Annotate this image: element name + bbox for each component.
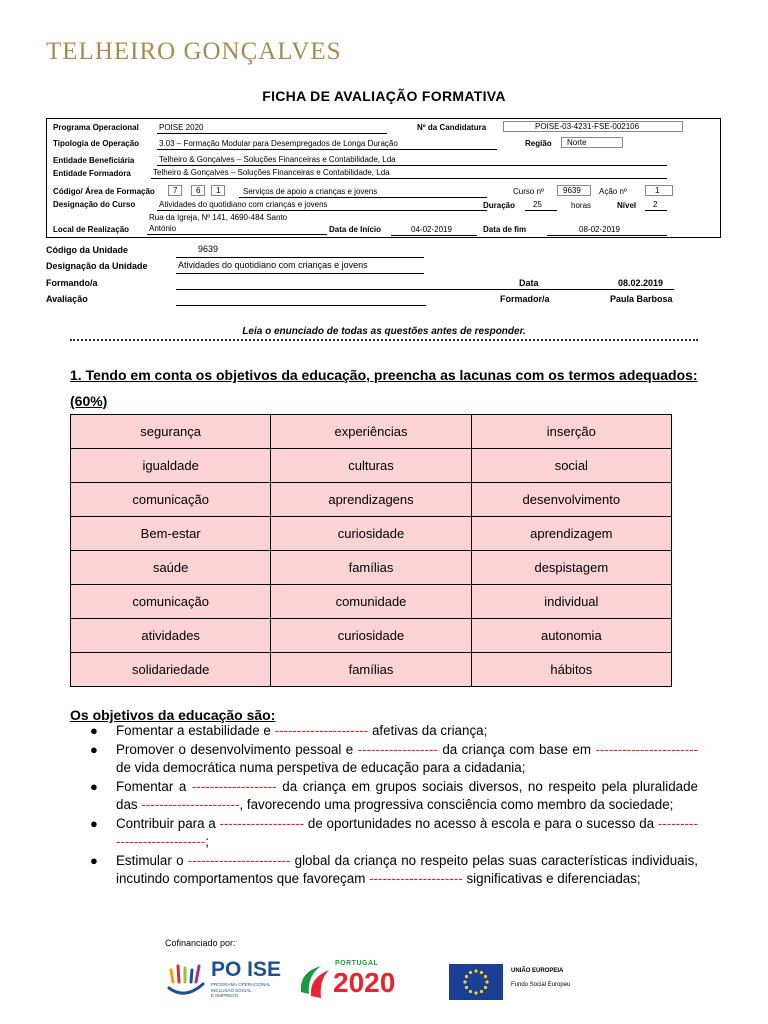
term-cell: social — [471, 449, 671, 483]
avaliacao-label: Avaliação — [46, 294, 88, 304]
beneficiaria-label: Entidade Beneficiária — [53, 156, 135, 165]
poise-sub-2: INCLUSÃO SOCIAL — [211, 987, 252, 993]
objective-text: ; — [205, 834, 209, 849]
objective-text: Contribuir para a — [116, 816, 220, 831]
term-cell: famílias — [271, 653, 471, 687]
objective-text: da criança com base em — [437, 742, 596, 757]
terms-row — [71, 415, 672, 449]
horas-label: horas — [571, 201, 592, 210]
terms-row — [71, 551, 672, 585]
term-cell: curiosidade — [271, 517, 471, 551]
candidatura-value: POISE-03-4231-FSE-002106 — [535, 122, 640, 131]
terms-row — [71, 585, 672, 619]
term-cell: igualdade — [71, 449, 271, 483]
poise-sub-1: PROGRAMA OPERACIONAL — [211, 982, 271, 987]
term-cell: individual — [471, 585, 671, 619]
objective-text: de vida democrática numa perspetiva de educação para a cidadania; — [116, 760, 526, 775]
bullet-icon: ● — [90, 853, 98, 868]
objective-item — [70, 852, 698, 888]
acao-value: 1 — [655, 186, 660, 195]
tipologia-value: 3.03 – Formação Modular para Desempregados de Longa Duração — [159, 139, 398, 148]
eu-flag-icon — [449, 964, 503, 1000]
eu-star — [463, 980, 466, 983]
eu-label: UNIÃO EUROPEIA — [511, 968, 564, 974]
term-cell: aprendizagens — [271, 483, 471, 517]
terms-row — [71, 449, 672, 483]
beneficiaria-value: Telheiro & Gonçalves – Soluções Financeiras e Contabilidade, Lda — [159, 155, 396, 164]
objective-text: de oportunidades no acesso à escola e para o sucesso da — [304, 816, 658, 831]
nivel-label: Nível — [617, 201, 637, 210]
term-cell: desenvolvimento — [471, 483, 671, 517]
poise-logo — [165, 958, 295, 1004]
answer-blank[interactable]: ------------------- — [219, 816, 305, 831]
portugal-year: 2020 — [333, 967, 396, 998]
designacao-curso-label: Designação do Curso — [53, 200, 136, 209]
term-cell: solidariedade — [71, 653, 271, 687]
eu-star — [485, 980, 488, 983]
local-label: Local de Realização — [53, 225, 130, 234]
objective-item — [70, 722, 698, 740]
bullet-icon: ● — [90, 742, 98, 757]
codigo-digit-2: 6 — [196, 186, 201, 195]
curso-value: 9639 — [563, 186, 581, 195]
formador-value: Paula Barbosa — [610, 294, 673, 304]
data-fim-value: 08-02-2019 — [579, 225, 620, 234]
objective-item — [70, 778, 698, 814]
portugal-label: PORTUGAL — [335, 960, 379, 967]
curso-label: Curso nº — [513, 187, 544, 196]
data-inicio-label: Data de Início — [329, 225, 382, 234]
term-cell: hábitos — [471, 653, 671, 687]
objectives-list — [70, 722, 698, 889]
programa-value: POISE 2020 — [159, 123, 204, 132]
regiao-label: Região — [525, 139, 552, 148]
term-cell: culturas — [271, 449, 471, 483]
objectives-title: Os objetivos da educação são: — [70, 707, 276, 723]
eu-star — [474, 969, 477, 972]
regiao-value: Norte — [567, 138, 587, 147]
eu-star — [480, 990, 483, 993]
term-cell: aprendizagem — [471, 517, 671, 551]
formador-label: Formador/a — [500, 294, 550, 304]
term-cell: atividades — [71, 619, 271, 653]
codigo-area-label: Código/ Área de Formação — [53, 187, 155, 196]
cofinanciado-label: Cofinanciado por: — [165, 938, 236, 948]
poise-subtitle — [211, 982, 271, 999]
codigo-digit-1: 7 — [173, 186, 178, 195]
answer-blank[interactable]: --------------------- — [369, 871, 463, 886]
unidade-codigo-value: 9639 — [198, 244, 219, 254]
objective-item — [70, 741, 698, 777]
term-cell: experiências — [271, 415, 471, 449]
eu-fund: Fundo Social Europeu — [511, 982, 571, 988]
data-label: Data — [519, 278, 539, 288]
programa-label: Programa Operacional — [53, 123, 139, 132]
objective-text: Fomentar a — [116, 779, 192, 794]
eu-star — [465, 975, 468, 978]
term-cell: saúde — [71, 551, 271, 585]
eu-star — [480, 971, 483, 974]
course-info-box — [46, 118, 721, 238]
eu-logo — [449, 964, 585, 1002]
document-title: FICHA DE AVALIAÇÃO FORMATIVA — [262, 88, 506, 104]
portugal-2020-logo — [297, 958, 427, 1004]
company-logo: TELHEIRO GONÇALVES — [46, 38, 342, 65]
terms-row — [71, 653, 672, 687]
bullet-icon: ● — [90, 816, 98, 831]
answer-blank[interactable]: ------------------- — [191, 779, 277, 794]
question-1: 1. Tendo em conta os objetivos da educação, preencha as lacunas com os termos adequados: (60%) — [70, 367, 698, 409]
objective-text: Fomentar a estabilidade e — [116, 723, 275, 738]
nivel-value: 2 — [653, 200, 658, 209]
eu-star — [465, 986, 468, 989]
unidade-designacao-value: Atividades do quotidiano com crianças e jovens — [178, 260, 368, 270]
bullet-icon: ● — [90, 723, 98, 738]
term-cell: autonomia — [471, 619, 671, 653]
objective-text: Estimular o — [116, 853, 188, 868]
terms-table — [70, 414, 672, 687]
local-value-line1: Rua da Igreja, Nº 141, 4690-484 Santo — [149, 213, 288, 222]
terms-row — [71, 483, 672, 517]
term-cell: comunicação — [71, 483, 271, 517]
terms-row — [71, 517, 672, 551]
objective-text: , favorecendo uma progressiva consciência como membro da sociedade; — [239, 797, 674, 812]
formadora-label: Entidade Formadora — [53, 169, 131, 178]
poise-figures-icon — [165, 960, 207, 1000]
formando-label: Formando/a — [46, 278, 98, 288]
terms-row — [71, 619, 672, 653]
eu-star — [469, 990, 472, 993]
term-cell: comunidade — [271, 585, 471, 619]
local-value-line2: António — [149, 224, 177, 233]
eu-star — [474, 991, 477, 994]
eu-star — [469, 971, 472, 974]
unidade-codigo-label: Código da Unidade — [46, 245, 128, 255]
answer-blank[interactable]: ----------------------- — [187, 853, 291, 868]
codigo-area-value: Serviços de apoio a crianças e jovens — [243, 187, 378, 196]
term-cell: inserção — [471, 415, 671, 449]
objective-text: afetivas da criança; — [368, 723, 488, 738]
objective-text: significativas e diferenciadas; — [462, 871, 641, 886]
bullet-icon: ● — [90, 779, 98, 794]
objective-text: Promover o desenvolvimento pessoal e — [116, 742, 358, 757]
codigo-digit-3: 1 — [216, 186, 221, 195]
duracao-label: Duração — [483, 201, 516, 210]
data-inicio-value: 04-02-2019 — [411, 225, 452, 234]
duracao-value: 25 — [533, 200, 542, 209]
term-cell: segurança — [71, 415, 271, 449]
formadora-value: Telheiro & Gonçalves – Soluções Financeiras e Contabilidade, Lda — [153, 168, 390, 177]
objective-text: global da criança no respeito pelas suas características individuais, incutindo comportamentos que favoreçam — [116, 853, 698, 886]
term-cell: despistagem — [471, 551, 671, 585]
term-cell: famílias — [271, 551, 471, 585]
candidatura-label: Nº da Candidatura — [417, 123, 487, 132]
term-cell: comunicação — [71, 585, 271, 619]
eu-star — [484, 986, 487, 989]
data-value: 08.02.2019 — [618, 278, 664, 288]
poise-sub-3: E EMPREGO — [211, 993, 239, 998]
answer-blank[interactable]: ----------------------- — [595, 742, 698, 757]
poise-title: PO ISE — [211, 958, 282, 981]
acao-label: Ação nº — [599, 187, 627, 196]
term-cell: Bem-estar — [71, 517, 271, 551]
instruction-text: Leia o enunciado de todas as questões antes de responder. — [242, 326, 526, 337]
unidade-designacao-label: Designação da Unidade — [46, 261, 148, 271]
answer-blank[interactable]: ------------------ — [357, 742, 438, 757]
designacao-curso-value: Atividades do quotidiano com crianças e jovens — [159, 200, 328, 209]
objective-text: da criança em grupos sociais diversos, no respeito pela pluralidade das — [116, 779, 698, 812]
answer-blank[interactable]: --------------------- — [274, 723, 369, 738]
term-cell: curiosidade — [271, 619, 471, 653]
tipologia-label: Tipologia de Operação — [53, 139, 140, 148]
dotted-divider — [70, 336, 698, 341]
eu-star — [484, 975, 487, 978]
portugal-2020-swoosh-icon — [297, 962, 333, 1002]
funding-logos — [165, 958, 585, 1004]
objective-item — [70, 815, 698, 851]
data-fim-label: Data de fim — [483, 225, 527, 234]
answer-blank[interactable]: ----------------------------- — [116, 816, 698, 849]
answer-blank[interactable]: ---------------------- — [141, 797, 240, 812]
